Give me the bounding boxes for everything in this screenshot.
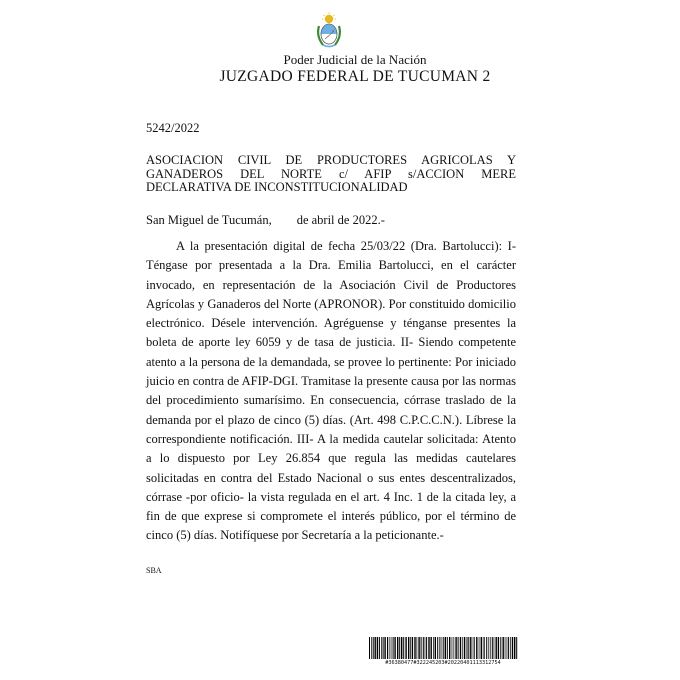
case-title: ASOCIACION CIVIL DE PRODUCTORES AGRICOLAS Y GANADEROS DEL NORTE c/ AFIP s/ACCION MERE DECLARATIVA DE INCONSTITUCIONALIDAD bbox=[146, 153, 516, 194]
barcode-bar bbox=[399, 637, 400, 659]
barcode-bar bbox=[410, 637, 411, 659]
document-barcode bbox=[368, 637, 518, 667]
barcode-bar bbox=[496, 637, 497, 659]
barcode-bar bbox=[467, 637, 468, 659]
barcode-bar bbox=[473, 637, 474, 659]
barcode-bar bbox=[512, 637, 513, 659]
barcode-bar bbox=[384, 637, 385, 659]
barcode-bar bbox=[412, 637, 413, 659]
barcode-bar bbox=[449, 637, 450, 659]
barcode-bar bbox=[443, 637, 444, 659]
place-and-date: San Miguel de Tucumán, de abril de 2022.- bbox=[146, 213, 385, 227]
barcode-bar bbox=[379, 637, 380, 659]
barcode-bar bbox=[373, 637, 374, 659]
barcode-bar bbox=[371, 637, 372, 659]
barcode-bar bbox=[394, 637, 395, 659]
barcode-bar bbox=[418, 637, 419, 659]
barcode-bar bbox=[375, 637, 376, 659]
barcode-bar bbox=[498, 637, 499, 659]
barcode-bar bbox=[508, 637, 509, 659]
barcode-bar bbox=[442, 637, 443, 659]
barcode-bar bbox=[431, 637, 432, 659]
resolution-body: A la presentación digital de fecha 25/03/22 (Dra. Bartolucci): I- Téngase por presentada a la Dra. Emilia Bartolucci, en el carácter invocado, en representación de la Asociación Civil de Productores Agrícolas y Ganaderos del Norte (APRONOR). Por constituido domicilio electrónico. Désele intervención. Agréguense y ténganse presentes la boleta de aporte ley 6059 y de tasa de justicia. II- Siendo competente atento a la persona de la demandada, se provee lo pertinente: Por iniciado juicio en contra de AFIP-DGI. Tramitase la presente causa por las normas del procedimiento sumarísimo. En consecuencia, córrase traslado de la demanda por el plazo de cinco (5) días. (Art. 498 C.P.C.C.N.). Líbrese la correspondiente notificación. III- A la medida cautelar solicitada: Atento a lo dispuesto por Ley 26.854 que regula las medidas cautelares solicitadas en contra del Estado Nacional o sus entes descentralizados, córrase -por oficio- la vista regulada en el art. 4 Inc. 1 de la citada ley, a fin de que exprese si compromete el interés público, por el término de cinco (5) días. Notifíquese por Secretaría a la peticionante.- bbox=[146, 239, 516, 543]
barcode-bar bbox=[470, 637, 471, 659]
barcode-bar bbox=[507, 637, 508, 659]
barcode-bar bbox=[500, 637, 501, 659]
argentina-coat-of-arms-icon bbox=[314, 12, 344, 50]
barcode-bar bbox=[383, 637, 384, 659]
barcode-bar bbox=[458, 637, 459, 659]
barcode-bar bbox=[494, 637, 495, 659]
barcode-bar bbox=[455, 637, 456, 659]
barcode-bar bbox=[464, 637, 465, 659]
case-number: 5242/2022 bbox=[146, 121, 200, 135]
barcode-bar bbox=[462, 637, 463, 659]
barcode-bar bbox=[445, 637, 446, 659]
barcode-bar bbox=[397, 637, 398, 659]
barcode-bar bbox=[405, 637, 406, 659]
barcode-bar bbox=[428, 637, 429, 659]
barcode-bar bbox=[516, 637, 517, 659]
court-header-poder-judicial: Poder Judicial de la Nación bbox=[283, 52, 427, 67]
barcode-bar bbox=[417, 637, 418, 659]
barcode-bar bbox=[393, 637, 394, 659]
barcode-bar bbox=[484, 637, 485, 659]
barcode-bar bbox=[391, 637, 392, 659]
barcode-bar bbox=[439, 637, 440, 659]
barcode-bar bbox=[481, 637, 482, 659]
barcode-bar bbox=[387, 637, 388, 659]
barcode-bar bbox=[503, 637, 504, 659]
barcode-number: #36380477#322245203#20220401113312754 bbox=[385, 660, 501, 666]
barcode-bar bbox=[403, 637, 404, 659]
barcode-bar bbox=[421, 637, 422, 659]
barcode-bar bbox=[452, 637, 453, 659]
barcode-bar bbox=[425, 637, 426, 659]
barcode-bar bbox=[490, 637, 491, 659]
barcode-bar bbox=[483, 637, 484, 659]
barcode-bar bbox=[468, 637, 469, 659]
barcode-bar bbox=[514, 637, 515, 659]
barcode-bar bbox=[479, 637, 480, 659]
barcode-bar bbox=[437, 637, 438, 659]
barcode-bar bbox=[423, 637, 424, 659]
barcode-bar bbox=[454, 637, 455, 659]
barcode-bar bbox=[447, 637, 448, 659]
barcode-bar bbox=[389, 637, 390, 659]
barcode-bar bbox=[408, 637, 409, 659]
barcode-bar bbox=[369, 637, 370, 659]
clerk-initials: SBA bbox=[146, 566, 162, 575]
barcode-bar bbox=[488, 637, 489, 659]
barcode-bar bbox=[505, 637, 506, 659]
barcode-bar bbox=[414, 637, 415, 659]
barcode-bar bbox=[474, 637, 475, 659]
barcode-bar bbox=[435, 637, 436, 659]
barcode-bar bbox=[492, 637, 493, 659]
barcode-bar bbox=[433, 637, 434, 659]
barcode-bar bbox=[381, 637, 382, 659]
barcode-bar bbox=[510, 637, 511, 659]
barcode-bar bbox=[377, 637, 378, 659]
court-header-juzgado: JUZGADO FEDERAL DE TUCUMAN 2 bbox=[219, 68, 491, 85]
barcode-bar bbox=[426, 637, 427, 659]
barcode-bar bbox=[401, 637, 402, 659]
barcode-bar bbox=[476, 637, 477, 659]
barcode-icon bbox=[368, 637, 518, 659]
barcode-bar bbox=[486, 637, 487, 659]
barcode-bar bbox=[460, 637, 461, 659]
